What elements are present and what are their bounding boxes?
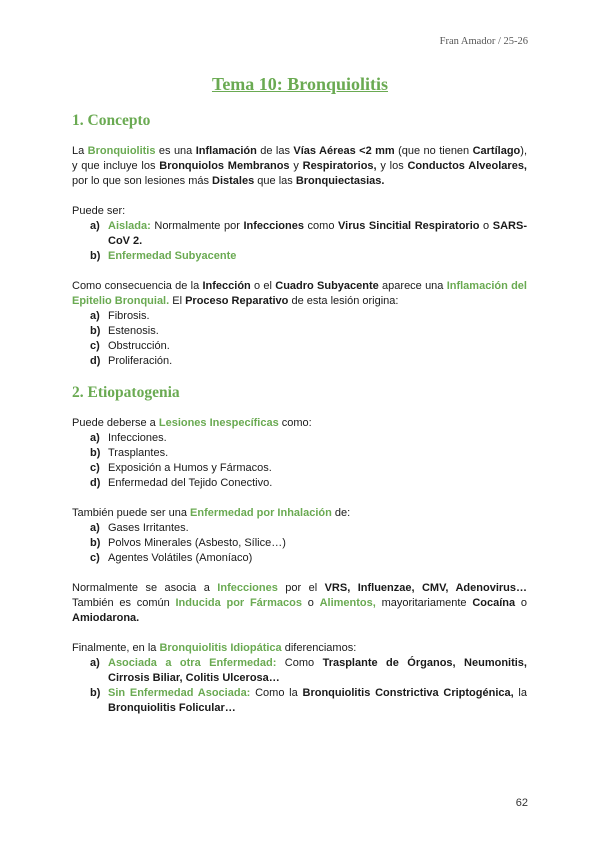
list-letter: a) [90,657,100,669]
text: Puede deberse a [72,417,159,429]
bold-term: Distales [212,175,255,187]
text: y los [376,160,408,172]
inhalacion-paragraph [72,506,527,521]
highlight-term: Sin Enfermedad Asociada: [108,687,251,699]
section-heading-concepto: 1. Concepto [72,112,151,129]
bold-term: Bronquiectasias. [295,175,385,187]
text: También puede ser una [72,507,191,519]
list-item [90,354,527,369]
text: como: [278,417,312,429]
text: aparece una [378,280,447,292]
list-text: Polvos Minerales (Asbesto, Sílice…) [108,537,286,549]
list-text: Exposición a Humos y Fármacos. [108,462,272,474]
text: diferenciamos: [281,642,357,654]
list-letter: b) [90,325,101,337]
text: de: [331,507,351,519]
bold-term: Vías Aéreas <2 mm [293,145,395,157]
lesiones-paragraph [72,416,527,431]
highlight-term: Inflamación del Epitelio Bronquial. [72,280,527,307]
list-item [90,249,527,264]
text: o [301,597,320,609]
highlight-term: Inducida por Fármacos [175,597,302,609]
list-item [90,446,527,461]
highlight-term: Bronquiolitis [87,145,156,157]
list-item [90,536,527,551]
text: (que no tienen [394,145,473,157]
text: de las [256,145,294,157]
list-letter: b) [90,687,101,699]
text: Finalmente, en la [72,642,160,654]
highlight-term: Enfermedad por Inhalación [190,507,332,519]
list-item [90,339,527,354]
list-text: Infecciones. [108,432,167,444]
asociacion-paragraph [72,581,527,626]
list-text: Obstrucción. [108,340,170,352]
bold-term: Respiratorios, [302,160,377,172]
text: Como la [250,687,303,699]
highlight-term: Asociada a otra Enfermedad: [108,657,277,669]
text: por lo que son lesiones más [72,175,213,187]
bold-term: Cartílago [472,145,521,157]
tipos-list [72,219,527,264]
list-item [90,656,527,686]
text: la [513,687,527,699]
highlight-term: Alimentos, [319,597,376,609]
bold-term: Bronquiolitis Constrictiva Criptogénica, [302,687,514,699]
puede-ser-label: Puede ser: [72,205,126,217]
list-text: Proliferación. [108,355,173,367]
list-text: Estenosis. [108,325,159,337]
text: es una [155,145,196,157]
list-letter: d) [90,477,101,489]
text: o [515,597,527,609]
list-item [90,476,527,491]
list-letter: c) [90,552,100,564]
list-item [90,521,527,536]
text: o [479,220,493,232]
bold-term: Cocaína [472,597,516,609]
consecuencias-list [72,309,527,369]
text: Como consecuencia de la [72,280,203,292]
bold-term: Proceso Reparativo [185,295,289,307]
list-text: Gases Irritantes. [108,522,189,534]
text: La [72,145,88,157]
list-text: Fibrosis. [108,310,150,322]
highlight-term: Aislada: [108,220,151,232]
list-letter: a) [90,220,100,232]
list-item [90,324,527,339]
bold-term: Conductos Alveolares, [407,160,527,172]
idiopatica-list [72,656,527,716]
list-item [90,461,527,476]
list-letter: c) [90,340,100,352]
list-letter: b) [90,447,101,459]
list-letter: a) [90,432,100,444]
list-letter: d) [90,355,101,367]
text: ), y que incluye los [72,145,528,172]
text: El [169,295,186,307]
inhalacion-list [72,521,527,566]
text: o el [250,280,276,292]
highlight-term: Infecciones [217,582,278,594]
bold-term: Cuadro Subyacente [275,280,379,292]
concepto-paragraph [72,144,527,189]
text: También es común [72,597,176,609]
page-content [72,112,527,731]
page-header-author: Fran Amador / 25-26 [439,36,528,47]
list-text: Enfermedad del Tejido Conectivo. [108,477,273,489]
bold-term: Infección [202,280,251,292]
highlight-term: Enfermedad Subyacente [108,250,237,262]
list-item [90,431,527,446]
consecuencia-paragraph [72,279,527,309]
bold-term: Infecciones [243,220,304,232]
list-letter: b) [90,250,101,262]
page-number: 62 [515,797,528,809]
page-title: Tema 10: Bronquiolitis [211,74,389,94]
list-letter: a) [90,310,100,322]
list-item [90,686,527,716]
bold-term: Trasplante de Órganos, Neumonitis, Cirrosis Biliar, Colitis Ulcerosa… [108,657,527,684]
lesiones-list [72,431,527,491]
idiopatica-paragraph [72,641,527,656]
bold-term: Bronquiolos Membranos [159,160,290,172]
text: y [289,160,303,172]
list-text: Trasplantes. [108,447,169,459]
text: mayoritariamente [375,597,473,609]
highlight-term: Bronquiolitis Idiopática [159,642,282,654]
list-text: Agentes Volátiles (Amoníaco) [108,552,253,564]
list-letter: c) [90,462,100,474]
bold-term: Virus Sincitial Respiratorio [338,220,480,232]
list-item [90,309,527,324]
section-heading-etiopatogenia: 2. Etiopatogenia [72,384,180,401]
list-item [90,219,527,249]
text: de esta lesión origina: [288,295,399,307]
text: que las [254,175,296,187]
text: Como [276,657,323,669]
bold-term: VRS, Influenzae, CMV, Adenovirus… [324,582,528,594]
bold-term: SARS-CoV 2. [108,220,527,247]
text: por el [277,582,325,594]
bold-term: Amiodarona. [72,612,140,624]
text: como [303,220,339,232]
text: Normalmente por [150,220,244,232]
list-letter: b) [90,537,101,549]
list-item [90,551,527,566]
list-letter: a) [90,522,100,534]
highlight-term: Lesiones Inespecíficas [158,417,279,429]
bold-term: Inflamación [195,145,257,157]
text: Normalmente se asocia a [72,582,218,594]
bold-term: Bronquiolitis Folicular… [108,702,236,714]
